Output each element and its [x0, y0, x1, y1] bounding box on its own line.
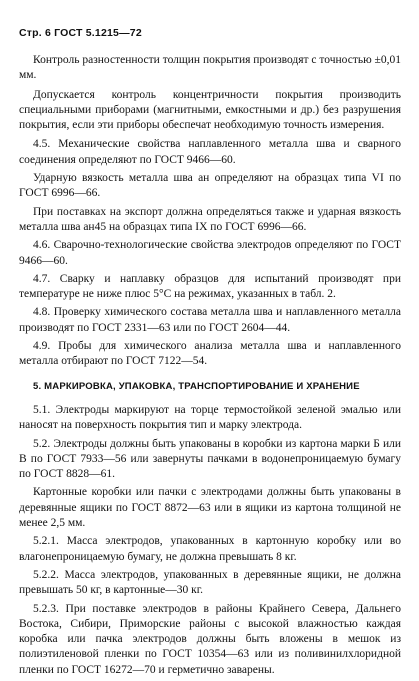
paragraph-export: При поставках на экспорт должна определяться также и ударная вязкость металла шва aн45 на образцах типа IX по ГОСТ 6996—66. [19, 205, 401, 233]
paragraph-5-1: 5.1. Электроды маркируют на торце термостойкой зеленой эмалью или наносят на поверхность покрытия тип и марку электрода. [19, 403, 401, 432]
paragraph-4-6: 4.6. Сварочно-технологические свойства электродов определяют по ГОСТ 9466—60. [19, 239, 401, 267]
paragraph-4-9: 4.9. Пробы для химического анализа металла шва и наплавленного металла отбирают по ГОСТ 7122—54. [19, 340, 401, 368]
paragraph-impact-strength: Ударную вязкость металла шва aн определяют на образцах типа VI по ГОСТ 6996—66. [19, 172, 401, 200]
section-title: 5. МАРКИРОВКА, УПАКОВКА, ТРАНСПОРТИРОВАНИЕ И ХРАНЕНИЕ [33, 380, 360, 392]
paragraph-concentricity-control: Допускается контроль концентричности покрытия производить специальными приборами (магнитными, емкостными и др.) без разрушения покрытия, если эти приборы обеспечат необходимую точность измерения. [19, 88, 401, 132]
paragraph-5-2-2: 5.2.2. Масса электродов, упакованных в деревянные ящики, не должна превышать 50 кг, в картонные—30 кг. [19, 568, 401, 597]
paragraph-4-8: 4.8. Проверку химического состава металла шва и наплавленного металла производят по ГОСТ 2331—63 или по ГОСТ 2604—44. [19, 306, 401, 334]
page-header: Стр. 6 ГОСТ 5.1215—72 [19, 27, 142, 39]
paragraph-5-2: 5.2. Электроды должны быть упакованы в коробки из картона марки Б или В по ГОСТ 7933—56 или завернуты пачками в водонепроницаемую бумагу по ГОСТ 8828—61. [19, 437, 401, 481]
document-body [19, 53, 401, 681]
paragraph-4-7: 4.7. Сварку и наплавку образцов для испытаний производят при температуре не ниже плюс 5°С на режимах, указанных в табл. 2. [19, 272, 401, 301]
paragraph-cardboard-boxes: Картонные коробки или пачки с электродами должны быть упакованы в деревянные ящики по ГОСТ 8872—63 или в ящики из картона толщиной не менее 2,5 мм. [19, 486, 401, 530]
paragraph-5-2-3: 5.2.3. При поставке электродов в районы Крайнего Севера, Дальнего Востока, Сибири, Приморские районы с высокой влажностью каждая коробка или пачка электродов должны быть вложены в мешок из полиэтиленовой пленки по ГОСТ 10354—63 или из поливинилхлоридной пленки по ГОСТ 16272—70 и герметично заварены. [19, 602, 401, 676]
paragraph-5-2-1: 5.2.1. Масса электродов, упакованных в картонную коробку или во влагонепроницаемую бумагу, не должна превышать 8 кг. [19, 535, 401, 563]
paragraph-4-5: 4.5. Механические свойства наплавленного металла шва и сварного соединения определяют по ГОСТ 9466—60. [19, 138, 401, 166]
paragraph-thickness-control: Контроль разностенности толщин покрытия производят с точностью ±0,01 мм. [19, 54, 401, 82]
